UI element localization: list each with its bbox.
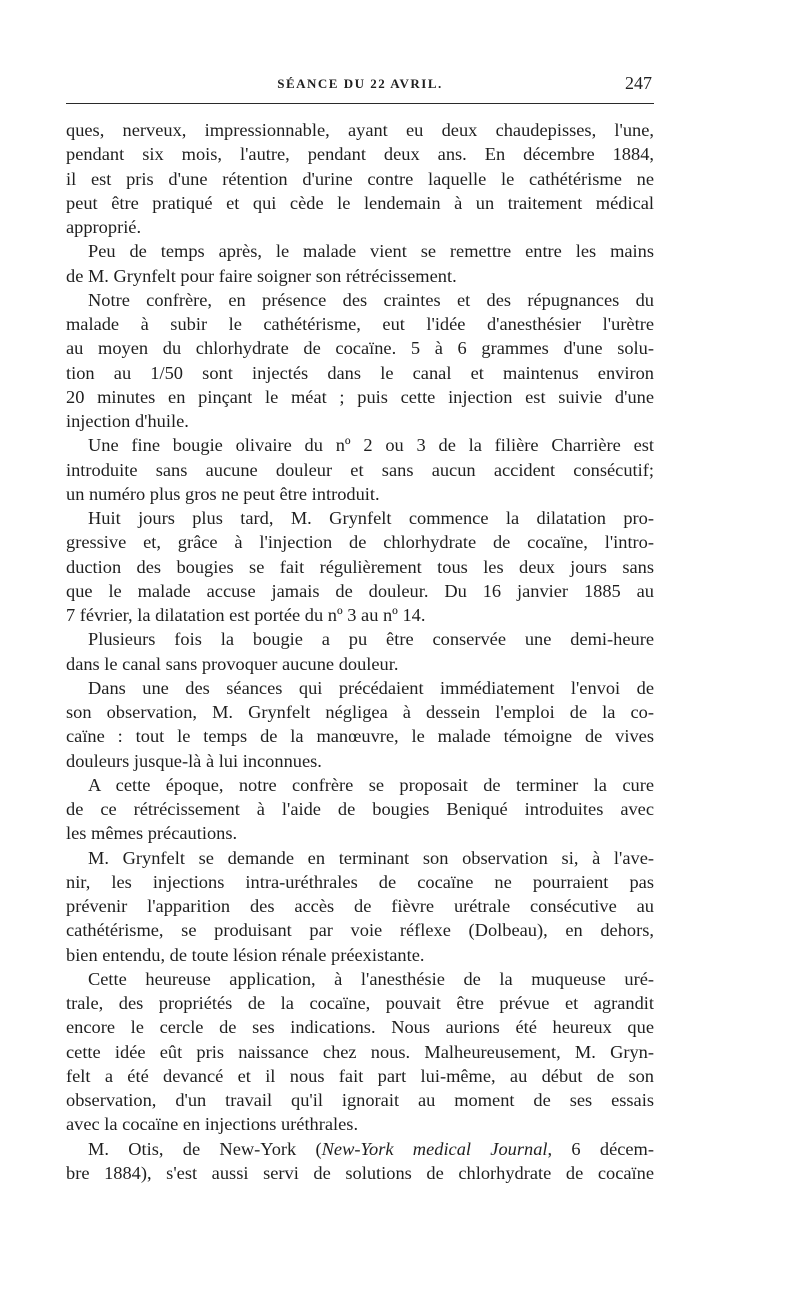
text-line: M. Grynfelt se demande en terminant son observation si, à l'ave- bbox=[88, 847, 654, 868]
text-line: nir, les injections intra-uréthrales de cocaïne ne pourraient pas bbox=[66, 871, 654, 892]
text-line: felt a été devancé et il nous fait part lui-même, au début de son bbox=[66, 1065, 654, 1086]
text-line: les mêmes précautions. bbox=[66, 823, 238, 844]
text-line: malade à subir le cathétérisme, eut l'idée d'anesthésier l'urètre bbox=[66, 314, 654, 334]
paragraph bbox=[66, 118, 654, 239]
text-line: A cette époque, notre confrère se proposait de terminer la cure bbox=[88, 774, 654, 795]
text-line: injection d'huile. bbox=[66, 411, 189, 431]
text-line: dans le canal sans provoquer aucune douleur. bbox=[66, 653, 399, 674]
paragraph bbox=[66, 846, 654, 967]
paragraph bbox=[66, 288, 654, 434]
text-line: il est pris d'une rétention d'urine contre laquelle le cathétérisme ne bbox=[66, 168, 654, 189]
text-line: un numéro plus gros ne peut être introduit. bbox=[66, 483, 380, 504]
text-line: Notre confrère, en présence des craintes et des répugnances du bbox=[88, 289, 654, 310]
paragraph bbox=[66, 1137, 654, 1186]
page-number: 247 bbox=[625, 73, 652, 93]
text-line: 7 février, la dilatation est portée du nº 3 au nº 14. bbox=[66, 605, 426, 625]
text-line: Plusieurs fois la bougie a pu être conservée une demi-heure bbox=[88, 629, 654, 650]
text-line: Huit jours plus tard, M. Grynfelt commence la dilatation pro- bbox=[88, 508, 654, 528]
body-text bbox=[66, 118, 654, 1185]
text-line: introduite sans aucune douleur et sans aucun accident consécutif; bbox=[66, 459, 654, 480]
paragraph bbox=[66, 676, 654, 773]
text-line: observation, d'un travail qu'il ignorait au moment de ses essais bbox=[66, 1090, 654, 1110]
paragraph bbox=[66, 967, 654, 1137]
running-head bbox=[66, 73, 654, 100]
journal-title: New-York medical Journal bbox=[321, 1138, 548, 1159]
text-line: bien entendu, de toute lésion rénale préexistante. bbox=[66, 944, 425, 965]
text-segment: M. Otis, de New-York ( bbox=[88, 1138, 322, 1159]
paragraph bbox=[66, 239, 654, 288]
text-line: son observation, M. Grynfelt négligea à dessein l'emploi de la co- bbox=[66, 702, 654, 722]
text-line: trale, des propriétés de la cocaïne, pouvait être prévue et agrandit bbox=[66, 993, 654, 1013]
text-line: pendant six mois, l'autre, pendant deux ans. En décembre 1884, bbox=[66, 144, 654, 165]
text-line: de ce rétrécissement à l'aide de bougies Beniqué introduites avec bbox=[66, 799, 654, 819]
header-rule bbox=[66, 103, 654, 104]
text-line: gressive et, grâce à l'injection de chlorhydrate de cocaïne, l'intro- bbox=[66, 532, 654, 553]
paragraph bbox=[66, 433, 654, 506]
text-line: duction des bougies se fait régulièrement tous les deux jours sans bbox=[66, 556, 654, 577]
paragraph bbox=[66, 627, 654, 676]
text-line: que le malade accuse jamais de douleur. Du 16 janvier 1885 au bbox=[66, 580, 654, 601]
paragraph bbox=[66, 506, 654, 627]
running-title: SÉANCE DU 22 AVRIL. bbox=[277, 76, 443, 91]
paragraph bbox=[66, 773, 654, 846]
text-line: cette idée eût pris naissance chez nous. Malheureusement, M. Gryn- bbox=[66, 1041, 654, 1062]
text-line: bre 1884), s'est aussi servi de solutions de chlorhydrate de cocaïne bbox=[66, 1162, 654, 1183]
text-line: tion au 1/50 sont injectés dans le canal et maintenus environ bbox=[66, 362, 654, 383]
text-line: encore le cercle de ses indications. Nous aurions été heureux que bbox=[66, 1017, 654, 1038]
text-line: approprié. bbox=[66, 217, 142, 237]
text-line: ques, nerveux, impressionnable, ayant eu deux chaudepisses, l'une, bbox=[66, 120, 654, 140]
text-line bbox=[66, 1137, 654, 1161]
text-line: avec la cocaïne en injections uréthrales. bbox=[66, 1114, 359, 1135]
text-line: 20 minutes en pinçant le méat ; puis cette injection est suivie d'une bbox=[66, 386, 654, 407]
text-line: peut être pratiqué et qui cède le lendemain à un traitement médical bbox=[66, 192, 654, 213]
text-line: de M. Grynfelt pour faire soigner son rétrécissement. bbox=[66, 265, 457, 286]
text-line: prévenir l'apparition des accès de fièvre urétrale consécutive au bbox=[66, 896, 654, 916]
text-line: Peu de temps après, le malade vient se remettre entre les mains bbox=[88, 241, 654, 262]
text-line: Cette heureuse application, à l'anesthésie de la muqueuse uré- bbox=[88, 968, 654, 989]
text-line: douleurs jusque-là à lui inconnues. bbox=[66, 750, 322, 771]
text-line: Dans une des séances qui précédaient immédiatement l'envoi de bbox=[88, 677, 654, 698]
text-line: Une fine bougie olivaire du nº 2 ou 3 de la filière Charrière est bbox=[88, 435, 654, 456]
text-line: au moyen du chlorhydrate de cocaïne. 5 à 6 grammes d'une solu- bbox=[66, 338, 654, 359]
text-line: cathétérisme, se produisant par voie réflexe (Dolbeau), en dehors, bbox=[66, 920, 654, 941]
text-line: caïne : tout le temps de la manœuvre, le malade témoigne de vives bbox=[66, 726, 654, 747]
text-segment: , 6 décem- bbox=[547, 1138, 654, 1159]
